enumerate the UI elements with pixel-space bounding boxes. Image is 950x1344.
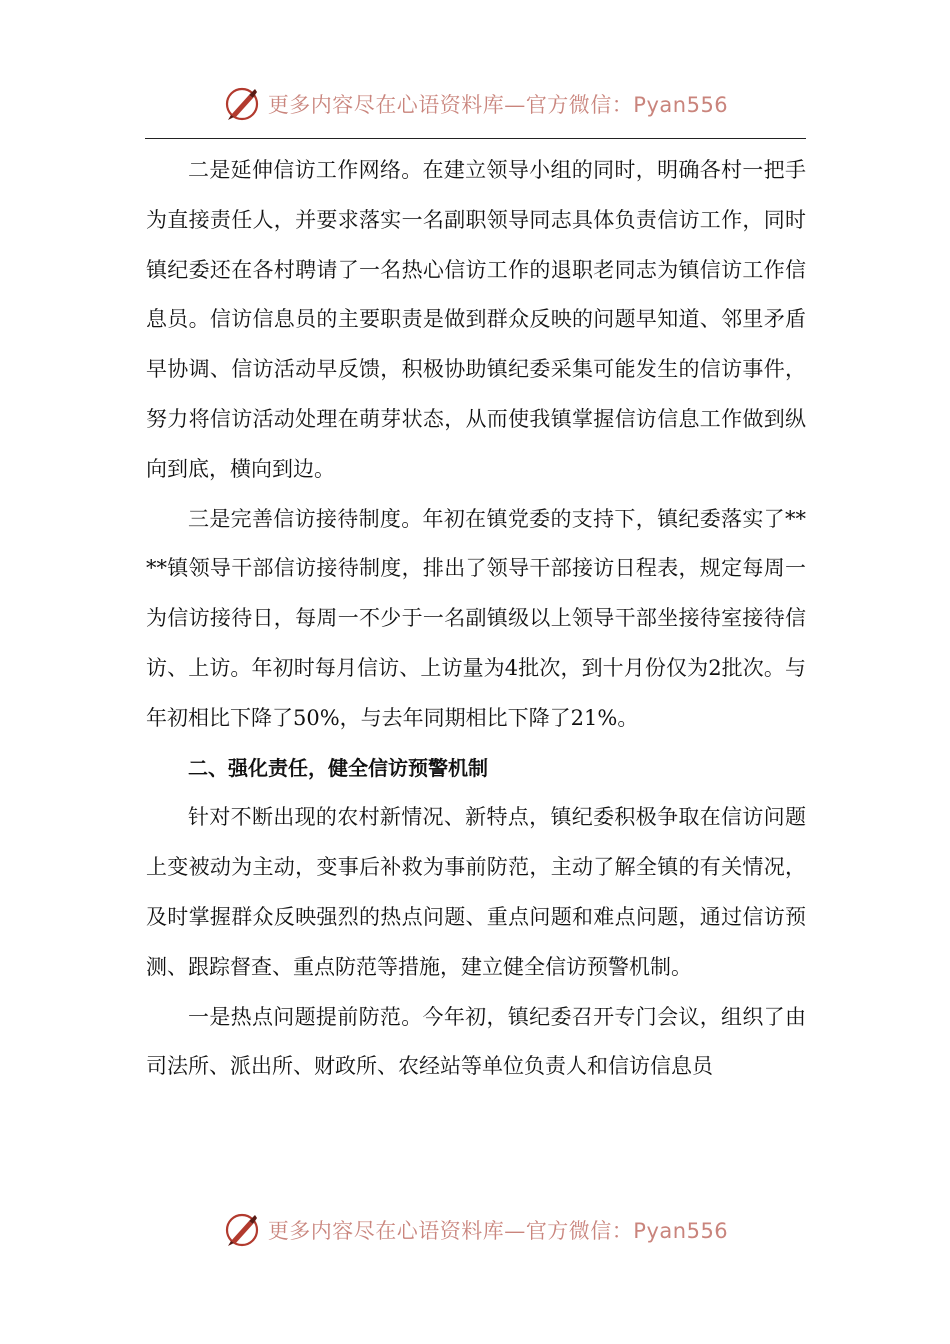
footer-banner <box>0 1208 950 1252</box>
paragraph-warning-mechanism: 针对不断出现的农村新情况、新特点，镇纪委积极争取在信访问题上变被动为主动，变事后补救为事前防范，主动了解全镇的有关情况，及时掌握群众反映强烈的热点问题、重点问题和难点问题，通过信访预测、跟踪督查、重点防范等措施，建立健全信访预警机制。 <box>146 805 806 979</box>
footer-banner-text: 更多内容尽在心语资料库—官方微信：Pyan556 <box>267 1219 729 1243</box>
paragraph-hotspot: 一是热点问题提前防范。今年初，镇纪委召开专门会议，组织了由司法所、派出所、财政所、农经站等单位负责人和信访信息员 <box>146 1004 806 1079</box>
header-banner-text: 更多内容尽在心语资料库—官方微信：Pyan556 <box>267 93 729 117</box>
header-wechat-id: 官方微信：Pyan556 <box>525 93 729 117</box>
paragraph-reception: 三是完善信访接待制度。年初在镇党委的支持下，镇纪委落实了****镇领导干部信访接待制度，排出了领导干部接访日程表，规定每周一为信访接待日，每周一不少于一名副镇级以上领导干部坐接待室接待信访、上访。年初时每月信访、上访量为4批次，到十月份仅为2批次。与年初相比下降了50%，与去年同期相比下降了21%。 <box>146 506 806 730</box>
header-banner <box>0 82 950 126</box>
pen-seal-icon <box>222 1210 262 1250</box>
paragraph-network: 二是延伸信访工作网络。在建立领导小组的同时，明确各村一把手为直接责任人，并要求落实一名副职领导同志具体负责信访工作，同时镇纪委还在各村聘请了一名热心信访工作的退职老同志为镇信访工作信息员。信访信息员的主要职责是做到群众反映的问题早知道、邻里矛盾早协调、信访活动早反馈，积极协助镇纪委采集可能发生的信访事件，努力将信访活动处理在萌芽状态，从而使我镇掌握信访信息工作做到纵向到底，横向到边。 <box>146 158 806 481</box>
footer-wechat-id: 官方微信：Pyan556 <box>525 1219 729 1243</box>
pen-seal-icon <box>222 84 262 124</box>
document-body <box>146 146 806 1092</box>
header-divider <box>145 138 806 139</box>
section-heading: 二、强化责任，健全信访预警机制 <box>188 755 488 780</box>
